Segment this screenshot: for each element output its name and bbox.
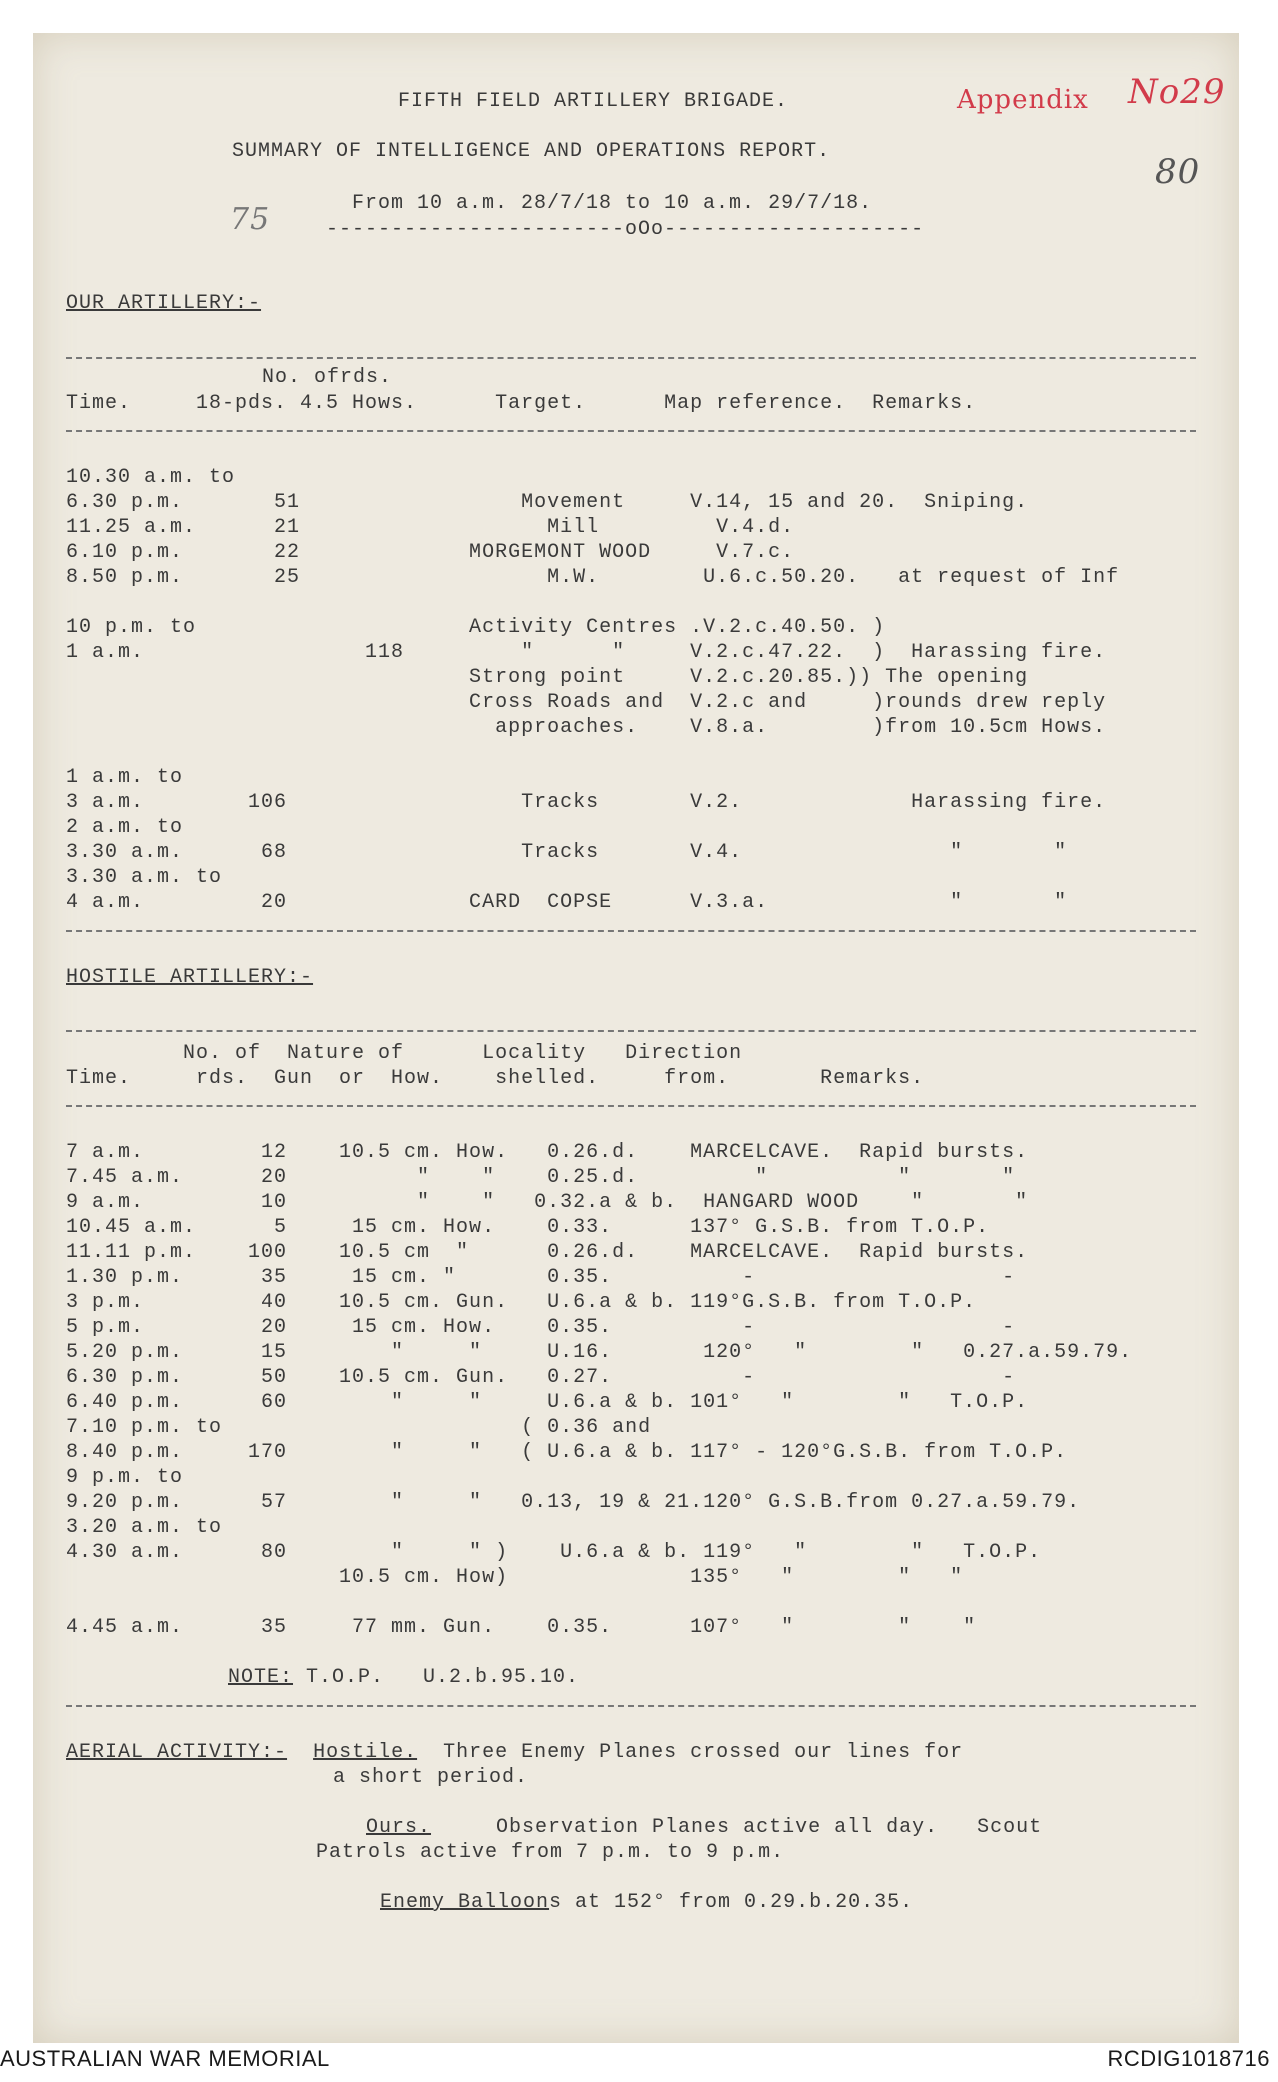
hostile-artillery-header-1: No. of Nature of Locality Direction	[66, 1042, 743, 1065]
aerial-hostile-label: Hostile.	[313, 1741, 418, 1764]
hostile-artillery-row: 1.30 p.m. 35 15 cm. " 0.35. - -	[66, 1266, 1016, 1289]
footer-source: AUSTRALIAN WAR MEMORIAL	[0, 2046, 330, 2071]
our-artillery-row: 1 a.m. 118 " " V.2.c.47.22. ) Harassing fire.	[66, 641, 1107, 664]
divider	[66, 430, 1196, 432]
our-artillery-row: 4 a.m. 20 CARD COPSE V.3.a. " "	[66, 891, 1068, 914]
balloon-line	[380, 1891, 913, 1915]
document-subtitle: SUMMARY OF INTELLIGENCE AND OPERATIONS REPORT.	[232, 140, 831, 163]
divider	[66, 1030, 1196, 1032]
hostile-artillery-row: 6.30 p.m. 50 10.5 cm. Gun. 0.27. - -	[66, 1366, 1016, 1389]
hostile-artillery-row: 4.45 a.m. 35 77 mm. Gun. 0.35. 107° " " "	[66, 1616, 977, 1639]
hostile-artillery-row: 7 a.m. 12 10.5 cm. How. 0.26.d. MARCELCAVE. Rapid bursts.	[66, 1141, 1029, 1164]
header-divider: -----------------------oOo--------------------	[326, 218, 925, 241]
our-artillery-header-1: No. ofrds.	[262, 366, 393, 389]
hostile-artillery-row: 11.11 p.m. 100 10.5 cm " 0.26.d. MARCELCAVE. Rapid bursts.	[66, 1241, 1029, 1264]
our-artillery-row: approaches. V.8.a. )from 10.5cm Hows.	[66, 716, 1107, 739]
annotation-number: No29	[1128, 72, 1226, 112]
aerial-hostile-text-2: a short period.	[333, 1766, 529, 1789]
divider	[66, 930, 1196, 932]
note-line	[228, 1666, 579, 1690]
hostile-artillery-row: 10.5 cm. How) 135° " " "	[66, 1566, 964, 1589]
our-artillery-row: Cross Roads and V.2.c and )rounds drew reply	[66, 691, 1107, 714]
hostile-artillery-row: 4.30 a.m. 80 " " ) U.6.a & b. 119° " " T.O.P.	[66, 1541, 1042, 1564]
our-artillery-row: 10.30 a.m. to	[66, 466, 236, 489]
hostile-artillery-heading: HOSTILE ARTILLERY:-	[66, 966, 314, 989]
our-artillery-row: 11.25 a.m. 21 Mill V.4.d.	[66, 516, 795, 539]
page-number-left: 75	[230, 202, 271, 237]
hostile-artillery-row: 7.10 p.m. to ( 0.36 and	[66, 1416, 652, 1439]
balloon-label: Enemy Balloon	[380, 1891, 550, 1914]
hostile-artillery-row: 9.20 p.m. 57 " " 0.13, 19 & 21.120° G.S.B.from 0.27.a.59.79.	[66, 1491, 1081, 1514]
hostile-artillery-row: 9 p.m. to	[66, 1466, 184, 1489]
note-text: T.O.P. U.2.b.95.10.	[293, 1666, 580, 1689]
aerial-ours-line	[366, 1816, 1042, 1840]
our-artillery-row: 8.50 p.m. 25 M.W. U.6.c.50.20. at request of Inf	[66, 566, 1120, 589]
footer-id: RCDIG1018716	[1107, 2046, 1270, 2071]
divider	[66, 357, 1196, 359]
aerial-hostile-line	[66, 1741, 963, 1765]
note-label: NOTE:	[228, 1666, 294, 1689]
hostile-artillery-row: 7.45 a.m. 20 " " 0.25.d. " " "	[66, 1166, 1016, 1189]
annotation-page: 80	[1155, 152, 1201, 192]
hostile-artillery-row: 3.20 a.m. to	[66, 1516, 223, 1539]
our-artillery-heading: OUR ARTILLERY:-	[66, 292, 262, 315]
hostile-artillery-row: 5 p.m. 20 15 cm. How. 0.35. - -	[66, 1316, 1016, 1339]
hostile-artillery-row: 9 a.m. 10 " " 0.32.a & b. HANGARD WOOD " "	[66, 1191, 1029, 1214]
document-title: FIFTH FIELD ARTILLERY BRIGADE.	[398, 90, 789, 113]
our-artillery-header-2: Time. 18-pds. 4.5 Hows. Target. Map reference. Remarks.	[66, 392, 977, 415]
our-artillery-row: 3.30 a.m. 68 Tracks V.4. " "	[66, 841, 1068, 864]
annotation-appendix: Appendix	[957, 85, 1089, 115]
hostile-artillery-row: 10.45 a.m. 5 15 cm. How. 0.33. 137° G.S.B. from T.O.P.	[66, 1216, 990, 1239]
our-artillery-row: 6.30 p.m. 51 Movement V.14, 15 and 20. Sniping.	[66, 491, 1029, 514]
our-artillery-row: 3 a.m. 106 Tracks V.2. Harassing fire.	[66, 791, 1107, 814]
balloon-text: s at 152° from 0.29.b.20.35.	[549, 1891, 914, 1914]
our-artillery-row: 2 a.m. to	[66, 816, 184, 839]
our-artillery-row: 10 p.m. to Activity Centres .V.2.c.40.50. )	[66, 616, 886, 639]
hostile-artillery-row: 8.40 p.m. 170 " " ( U.6.a & b. 117° - 120°G.S.B. from T.O.P.	[66, 1441, 1068, 1464]
our-artillery-row: Strong point V.2.c.20.85.)) The opening	[66, 666, 1029, 689]
our-artillery-row: 1 a.m. to	[66, 766, 184, 789]
divider	[66, 1105, 1196, 1107]
aerial-ours-label: Ours.	[366, 1816, 432, 1839]
aerial-ours-text-2: Patrols active from 7 p.m. to 9 p.m.	[316, 1841, 785, 1864]
hostile-artillery-row: 6.40 p.m. 60 " " U.6.a & b. 101° " " T.O.P.	[66, 1391, 1029, 1414]
hostile-artillery-row: 3 p.m. 40 10.5 cm. Gun. U.6.a & b. 119°G.S.B. from T.O.P.	[66, 1291, 977, 1314]
aerial-activity-heading: AERIAL ACTIVITY:-	[66, 1741, 288, 1764]
hostile-artillery-header-2: Time. rds. Gun or How. shelled. from. Remarks.	[66, 1067, 925, 1090]
hostile-artillery-row: 5.20 p.m. 15 " " U.16. 120° " " 0.27.a.59.79.	[66, 1341, 1133, 1364]
report-period: From 10 a.m. 28/7/18 to 10 a.m. 29/7/18.	[352, 192, 873, 215]
aerial-ours-text: Observation Planes active all day. Scout	[431, 1816, 1043, 1839]
divider	[66, 1705, 1196, 1707]
aerial-hostile-text: Three Enemy Planes crossed our lines for	[417, 1741, 964, 1764]
our-artillery-row: 3.30 a.m. to	[66, 866, 223, 889]
our-artillery-row: 6.10 p.m. 22 MORGEMONT WOOD V.7.c.	[66, 541, 795, 564]
